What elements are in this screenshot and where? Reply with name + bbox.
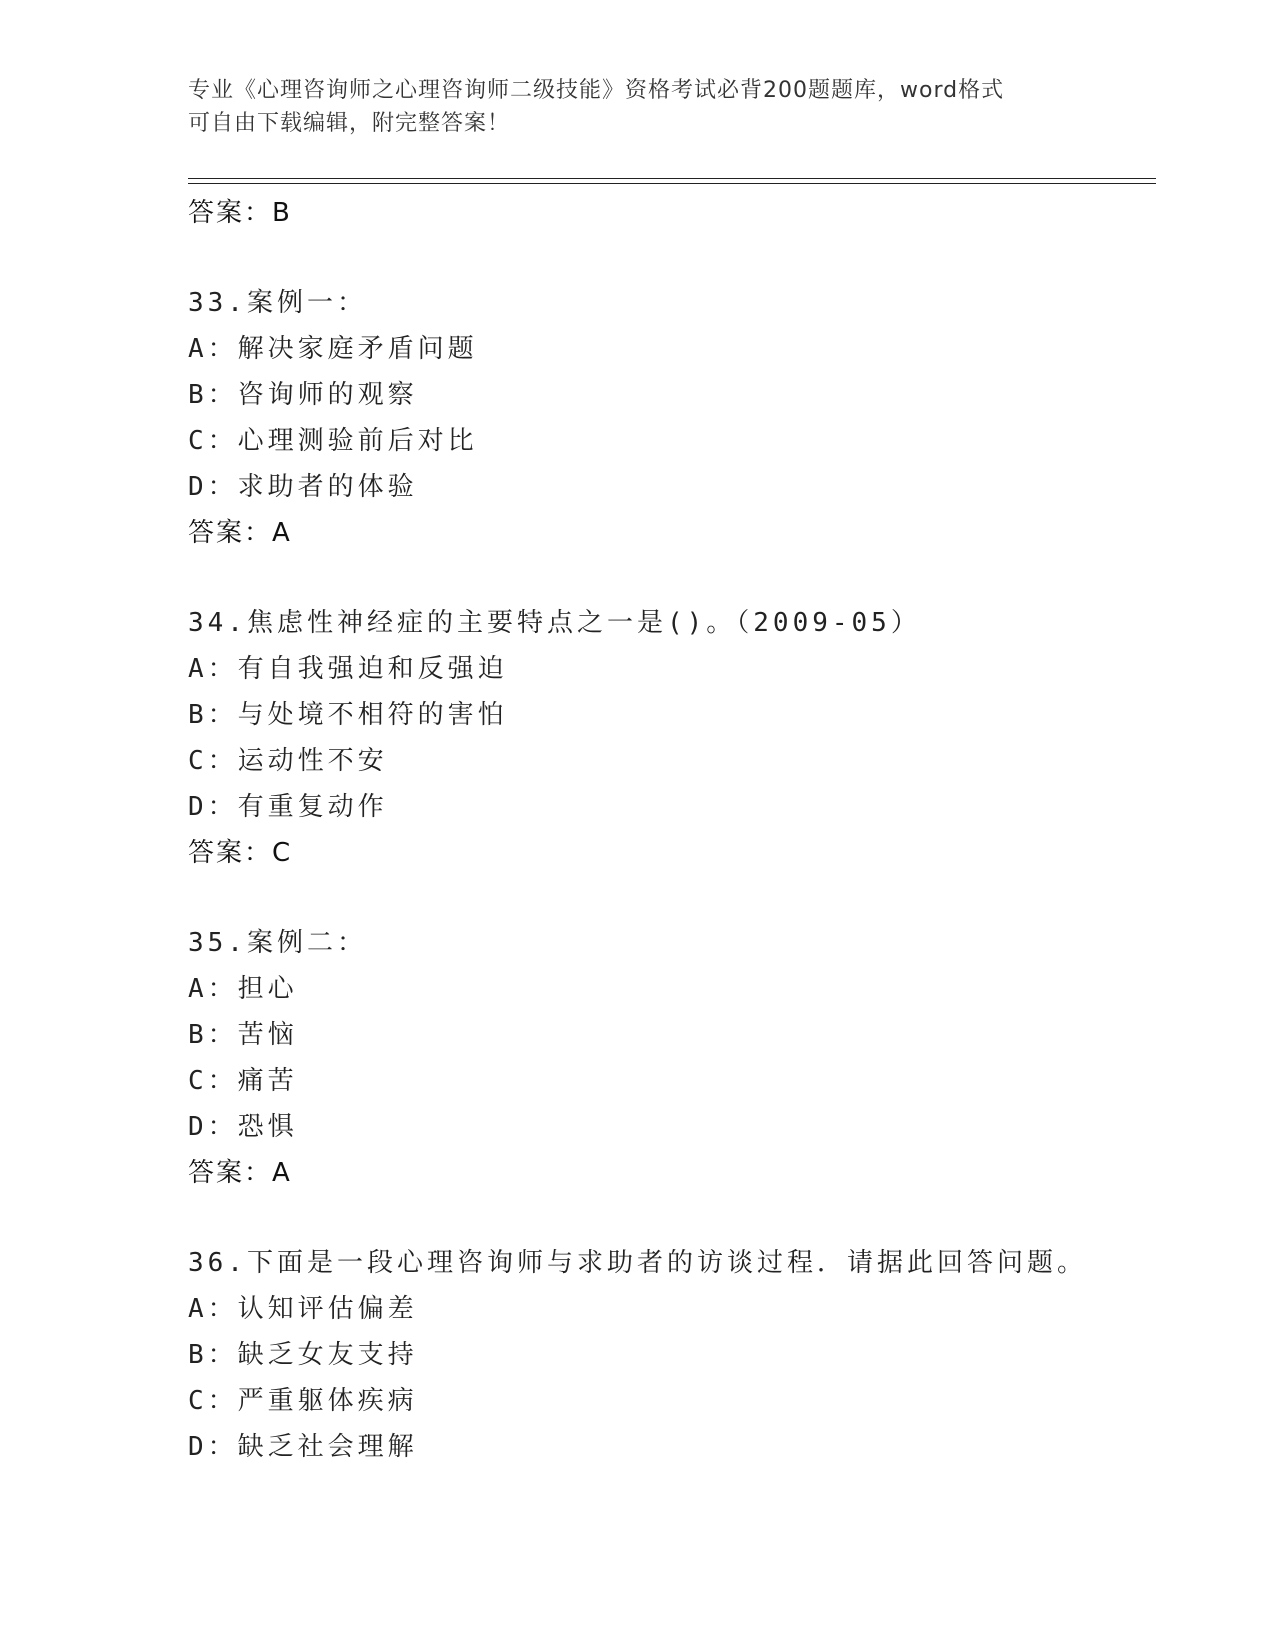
question-stem: 33.案例一： <box>188 288 367 318</box>
option-c: C：痛苦 <box>188 1066 298 1096</box>
header-title-line-1: 专业《心理咨询师之心理咨询师二级技能》资格考试必背200题题库，word格式 <box>188 78 1005 103</box>
question-list <box>188 190 1148 1470</box>
question-stem: 36.下面是一段心理咨询师与求助者的访谈过程．请据此回答问题。 <box>188 1248 1087 1278</box>
option-d: D：求助者的体验 <box>188 472 418 502</box>
answer-line: 答案：A <box>188 518 292 548</box>
option-a: A：担心 <box>188 974 298 1004</box>
header-divider-bottom <box>188 183 1156 184</box>
option-b: B：与处境不相符的害怕 <box>188 700 508 730</box>
question-35 <box>188 920 1148 1196</box>
option-c: C：运动性不安 <box>188 746 388 776</box>
option-c: C：心理测验前后对比 <box>188 426 478 456</box>
answer-line: 答案：A <box>188 1158 292 1188</box>
question-36 <box>188 1240 1148 1470</box>
option-b: B：缺乏女友支持 <box>188 1340 418 1370</box>
question-stem: 35.案例二： <box>188 928 367 958</box>
header-divider-top <box>188 178 1156 179</box>
question-34 <box>188 600 1148 876</box>
spacer <box>188 1196 1148 1240</box>
option-d: D：缺乏社会理解 <box>188 1432 418 1462</box>
document-header <box>188 74 1068 140</box>
option-a: A：认知评估偏差 <box>188 1294 418 1324</box>
option-a: A：解决家庭矛盾问题 <box>188 334 478 364</box>
option-b: B：苦恼 <box>188 1020 298 1050</box>
question-stem: 34.焦虑性神经症的主要特点之一是()。（2009-05） <box>188 608 921 638</box>
option-a: A：有自我强迫和反强迫 <box>188 654 508 684</box>
option-d: D：恐惧 <box>188 1112 298 1142</box>
answer-line: 答案：C <box>188 838 293 868</box>
answer-line-previous: 答案：B <box>188 198 292 228</box>
header-title-line-2: 可自由下载编辑，附完整答案！ <box>188 111 511 136</box>
option-d: D：有重复动作 <box>188 792 388 822</box>
spacer <box>188 556 1148 600</box>
spacer <box>188 236 1148 280</box>
question-33 <box>188 280 1148 556</box>
option-b: B：咨询师的观察 <box>188 380 418 410</box>
spacer <box>188 876 1148 920</box>
option-c: C：严重躯体疾病 <box>188 1386 418 1416</box>
